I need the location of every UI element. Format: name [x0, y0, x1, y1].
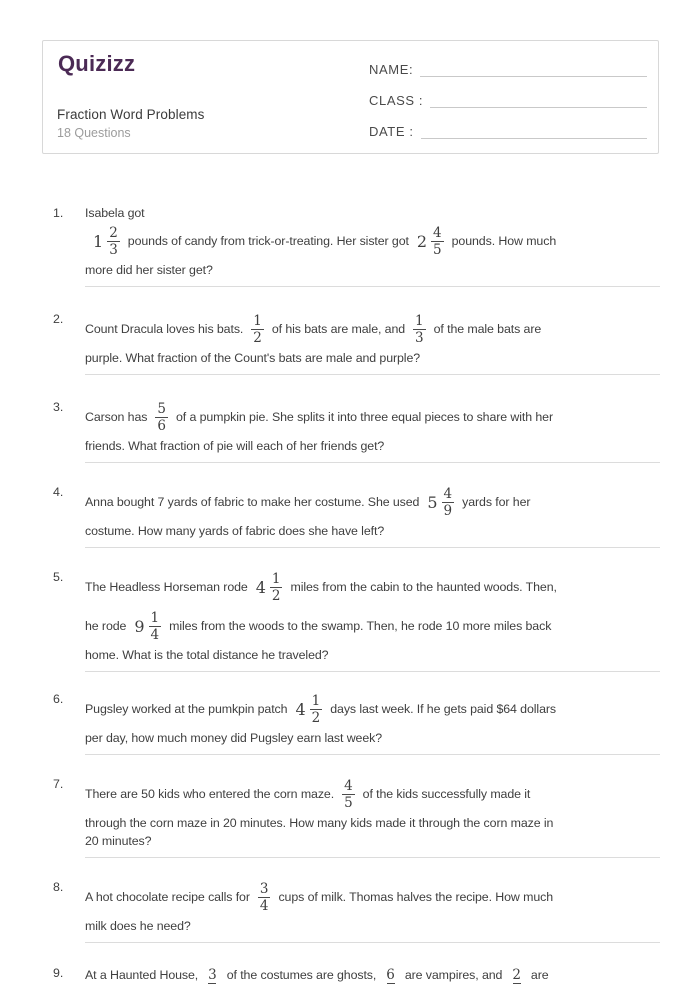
question-item	[42, 310, 660, 375]
question-line	[85, 917, 660, 935]
question-text-segment: he rode	[85, 618, 127, 633]
fraction-numerator: 1	[150, 610, 160, 626]
question-number: 1.	[53, 206, 64, 220]
fraction-stack	[442, 486, 455, 519]
fraction-denominator: 5	[433, 242, 442, 258]
question-text-segment: cups of milk. Thomas halves the recipe. How much	[278, 889, 554, 904]
question-item	[42, 775, 660, 858]
fraction	[134, 607, 161, 646]
question-line	[85, 310, 660, 349]
fraction-numerator: 4	[344, 778, 353, 794]
question-text-segment: Isabela got	[85, 206, 145, 220]
question-number: 2.	[53, 312, 64, 326]
question-text-segment: Anna bought 7 yards of fabric to make her costume. She used	[85, 494, 420, 509]
fraction-denominator: 2	[253, 330, 262, 346]
question-count: 18 Questions	[57, 126, 131, 140]
fraction-numerator: 1	[415, 313, 424, 329]
fraction-stack	[270, 571, 283, 604]
fraction-stack	[384, 967, 397, 984]
fraction-whole-number: 5	[427, 492, 438, 512]
fraction-numerator: 1	[253, 313, 262, 329]
question-text-segment: pounds. How much	[451, 233, 557, 248]
fraction-stack	[149, 610, 162, 643]
question-text-segment: milk does he need?	[85, 919, 191, 933]
question-text-segment: through the corn maze in 20 minutes. How many kids made it through the corn maze in	[85, 816, 554, 830]
fraction-stack	[310, 693, 323, 726]
question-line	[85, 878, 660, 917]
fraction-denominator: 4	[150, 627, 160, 643]
fraction	[155, 398, 168, 437]
question-text-segment: miles from the woods to the swamp. Then, he rode 10 more miles back	[169, 618, 552, 633]
question-item	[42, 568, 660, 672]
question-line	[85, 690, 660, 729]
question-line	[85, 814, 660, 832]
question-line	[85, 261, 660, 279]
question-divider	[85, 857, 660, 858]
fraction-denominator: 3	[109, 242, 118, 258]
fraction-stack	[206, 967, 219, 984]
question-line	[85, 607, 660, 646]
question-number: 5.	[53, 570, 64, 584]
question-line	[85, 729, 660, 747]
fraction-numerator: 2	[109, 225, 118, 241]
question-text-segment: There are 50 kids who entered the corn maze.	[85, 786, 335, 801]
question-text-segment: of his bats are male, and	[271, 321, 406, 336]
question-item	[42, 964, 660, 990]
question-text-segment: of the kids successfully made it	[362, 786, 531, 801]
fraction-whole-number: 2	[416, 231, 428, 251]
fraction-numerator: 3	[208, 967, 217, 983]
fraction	[342, 775, 355, 814]
fraction	[413, 310, 426, 349]
fraction-numerator: 4	[443, 486, 453, 502]
question-text-segment: are	[530, 967, 549, 982]
fraction	[417, 222, 444, 261]
fraction-numerator: 4	[433, 225, 442, 241]
fraction	[384, 964, 397, 987]
question-text-segment: A hot chocolate recipe calls for	[85, 889, 250, 904]
question-text-segment: per day, how much money did Pugsley earn last week?	[85, 731, 383, 745]
fraction-stack	[258, 881, 271, 914]
fraction-stack	[155, 401, 168, 434]
question-line	[85, 775, 660, 814]
fraction	[93, 222, 120, 261]
fraction-stack	[342, 778, 355, 811]
question-text-segment: Count Dracula loves his bats.	[85, 321, 244, 336]
question-text-segment: 20 minutes?	[85, 834, 152, 848]
fraction-denominator: 2	[311, 710, 321, 726]
fraction-stack	[413, 313, 426, 346]
header-fields	[369, 55, 647, 148]
question-item	[42, 483, 660, 548]
fraction-stack	[510, 967, 523, 984]
fraction-denominator: 6	[157, 418, 166, 434]
question-text	[85, 878, 660, 943]
question-line	[85, 204, 660, 222]
question-divider	[85, 942, 660, 943]
fraction-numerator: 5	[157, 401, 166, 417]
class-label: CLASS :	[369, 93, 424, 108]
fraction-whole-number: 1	[93, 231, 104, 251]
question-text-segment: costume. How many yards of fabric does she have left?	[85, 524, 385, 538]
question-divider	[85, 547, 660, 548]
question-number: 6.	[53, 692, 64, 706]
question-text-segment: yards for her	[462, 494, 531, 509]
question-line	[85, 522, 660, 540]
question-text-segment: At a Haunted House,	[85, 967, 199, 982]
question-text-segment: of the costumes are ghosts,	[226, 967, 377, 982]
question-text	[85, 568, 660, 672]
question-text	[85, 310, 660, 375]
fraction	[206, 964, 219, 987]
name-label: NAME:	[369, 62, 414, 77]
fraction-stack	[251, 313, 264, 346]
question-text-segment: are vampires, and	[404, 967, 503, 982]
date-label: DATE :	[369, 124, 414, 139]
question-line	[85, 568, 660, 607]
question-line	[85, 646, 660, 664]
question-text-segment: Pugsley worked at the pumkpin patch	[85, 701, 288, 716]
fraction-numerator: 3	[259, 881, 269, 897]
question-divider	[85, 671, 660, 672]
fraction-denominator: 9	[443, 503, 453, 519]
fraction	[427, 483, 454, 522]
fraction-whole-number: 9	[134, 616, 145, 636]
question-item	[42, 398, 660, 463]
fraction	[251, 310, 264, 349]
fraction-numerator: 6	[386, 967, 395, 983]
question-text-segment: home. What is the total distance he traveled?	[85, 648, 329, 662]
class-write-in-line	[430, 92, 647, 108]
question-text	[85, 964, 660, 990]
question-line	[85, 832, 660, 850]
fraction-numerator: 2	[512, 967, 521, 983]
question-text-segment: miles from the cabin to the haunted woods. Then,	[290, 579, 557, 594]
question-text	[85, 690, 660, 755]
question-text-segment: pounds of candy from trick-or-treating. Her sister got	[127, 233, 409, 248]
question-text-segment: Carson has	[85, 409, 148, 424]
question-line	[85, 222, 660, 261]
date-field	[369, 117, 647, 139]
question-item	[42, 204, 660, 287]
question-number: 9.	[53, 966, 64, 980]
fraction-numerator: 1	[271, 571, 281, 587]
title-block	[57, 107, 205, 140]
question-divider	[85, 374, 660, 375]
question-text	[85, 483, 660, 548]
fraction-denominator: 4	[259, 898, 269, 914]
class-field	[369, 86, 647, 108]
name-field	[369, 55, 647, 77]
question-item	[42, 690, 660, 755]
question-text	[85, 204, 660, 287]
question-number: 8.	[53, 880, 64, 894]
fraction-stack	[431, 225, 444, 258]
question-number: 3.	[53, 400, 64, 414]
fraction-numerator: 1	[311, 693, 321, 709]
question-line	[85, 483, 660, 522]
fraction-denominator: 2	[271, 588, 281, 604]
question-text-segment: more did her sister get?	[85, 263, 213, 277]
fraction	[295, 690, 322, 729]
fraction-whole-number: 4	[255, 577, 266, 597]
fraction	[510, 964, 523, 987]
question-line	[85, 964, 660, 987]
question-item	[42, 878, 660, 943]
question-text	[85, 398, 660, 463]
question-text	[85, 775, 660, 858]
question-text-segment: friends. What fraction of pie will each of her friends get?	[85, 439, 385, 453]
question-text-segment: of the male bats are	[433, 321, 542, 336]
question-text-segment: days last week. If he gets paid $64 dollars	[330, 701, 556, 716]
fraction-denominator	[513, 983, 521, 984]
question-number: 4.	[53, 485, 64, 499]
fraction	[256, 568, 283, 607]
question-divider	[85, 462, 660, 463]
fraction-denominator	[387, 983, 395, 984]
fraction-denominator: 3	[415, 330, 424, 346]
question-text-segment: The Headless Horseman rode	[85, 579, 248, 594]
question-text-segment: of a pumpkin pie. She splits it into three equal pieces to share with her	[175, 409, 553, 424]
fraction-denominator: 5	[344, 795, 353, 811]
fraction-whole-number: 4	[295, 699, 306, 719]
fraction-stack	[107, 225, 120, 258]
question-line	[85, 437, 660, 455]
name-write-in-line	[420, 61, 647, 77]
question-line	[85, 398, 660, 437]
quizizz-logo: Quizizz	[58, 51, 136, 76]
worksheet-title: Fraction Word Problems	[57, 107, 205, 122]
worksheet-header	[42, 40, 659, 154]
question-number: 7.	[53, 777, 64, 791]
question-divider	[85, 286, 660, 287]
fraction	[258, 878, 271, 917]
question-line	[85, 349, 660, 367]
question-divider	[85, 754, 660, 755]
fraction-denominator	[208, 983, 216, 984]
question-text-segment: purple. What fraction of the Count's bats are male and purple?	[85, 351, 421, 365]
date-write-in-line	[421, 123, 647, 139]
